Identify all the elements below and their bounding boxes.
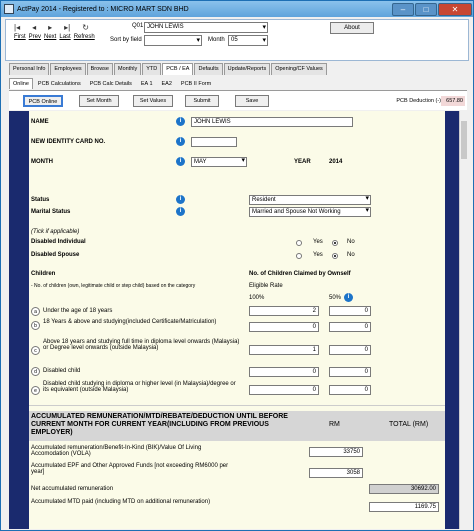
info-icon[interactable]: i xyxy=(176,195,185,204)
close-button[interactable]: ✕ xyxy=(438,3,472,16)
row-text-e: Disabled child studying in diploma or higher level (in Malaysia)/degree or its equivalent (outside Malaysia) xyxy=(43,381,236,393)
set-values-button[interactable]: Set Values xyxy=(133,95,173,107)
acc-row-text: Net accumulated remuneration xyxy=(31,486,114,492)
pcb-form xyxy=(29,111,445,529)
title-bar xyxy=(1,1,473,17)
row-text-c: Above 18 years and studying full time in diploma level onwards (Malaysia) or Degree level onwards (outside Malaysia) xyxy=(43,339,240,351)
last-link[interactable]: Last xyxy=(59,34,71,40)
refresh-icon[interactable]: ↻ xyxy=(82,23,89,32)
acc-epf-field[interactable]: 3058 xyxy=(309,468,363,478)
row-letter-c: c xyxy=(31,346,40,355)
set-month-button[interactable]: Set Month xyxy=(79,95,119,107)
total-column-header: TOTAL (RM) xyxy=(389,421,429,428)
record-nav xyxy=(14,23,89,32)
record-nav-labels xyxy=(14,34,95,40)
action-bar xyxy=(9,90,467,110)
marital-label: Marital Status xyxy=(31,209,71,215)
marital-value: Married and Spouse Not Working xyxy=(252,209,341,215)
yes-label: Yes xyxy=(313,252,323,258)
row-letter-a: a xyxy=(31,307,40,316)
first-link[interactable]: First xyxy=(14,34,26,40)
tab-update-reports[interactable]: Update/Reports xyxy=(224,63,271,75)
accumulated-title: ACCUMULATED REMUNERATION/MTD/REBATE/DEDUCTION UNTIL BEFORE CURRENT MONTH FOR CURRENT YEAR(INCLUDING FROM PREVIOUS EMPLOYER) xyxy=(31,413,288,436)
maximize-button[interactable]: □ xyxy=(415,3,437,16)
content-area xyxy=(9,111,467,529)
child-c-50-field[interactable]: 0 xyxy=(329,345,371,355)
section-divider xyxy=(29,405,445,406)
scrollbar-thumb[interactable] xyxy=(461,121,467,159)
info-icon[interactable]: i xyxy=(176,137,185,146)
eligible-rate-label: Eligible Rate xyxy=(249,283,283,289)
acc-row-text: Accumulated remuneration/Benefit-In-Kind (BIK)/Value Of Living Accomodation (VOLA) xyxy=(31,445,202,457)
main-tabs xyxy=(9,63,328,75)
month-select[interactable] xyxy=(228,35,268,46)
tab-pcb-ea[interactable]: PCB / EA xyxy=(162,63,193,75)
tick-note: (Tick if applicable) xyxy=(31,229,80,235)
tab-ytd[interactable]: YTD xyxy=(142,63,161,75)
info-icon[interactable]: i xyxy=(176,157,185,166)
row-letter-b: b xyxy=(31,321,40,330)
last-icon[interactable]: ▸| xyxy=(64,23,71,32)
prev-link[interactable]: Prev xyxy=(28,34,42,40)
marital-select[interactable] xyxy=(249,207,371,217)
next-icon[interactable]: ▸ xyxy=(48,23,53,32)
tab-personal-info[interactable]: Personal Info xyxy=(9,63,49,75)
tab-opening-cf-values[interactable]: Opening/CF Values xyxy=(271,63,327,75)
disabled-individual-yes-radio[interactable] xyxy=(296,240,302,246)
children-label: Children xyxy=(31,271,56,277)
save-button[interactable]: Save xyxy=(235,95,269,107)
child-d-50-field[interactable]: 0 xyxy=(329,367,371,377)
nic-label: NEW IDENTITY CARD NO. xyxy=(31,139,106,145)
row-text-a: Under the age of 18 years xyxy=(43,308,113,314)
info-icon[interactable]: i xyxy=(176,207,185,216)
acc-remuneration-field[interactable]: 33750 xyxy=(309,447,363,457)
sub-tabs xyxy=(9,78,216,89)
no-label: No xyxy=(347,239,355,245)
pcb-deduction-value: 657.80 xyxy=(441,96,465,106)
tab-browse[interactable]: Browse xyxy=(87,63,113,75)
employee-select[interactable] xyxy=(144,22,268,33)
subtab-pcb-ii-form[interactable]: PCB II Form xyxy=(180,81,212,87)
rate-100-label: 100% xyxy=(249,295,265,301)
info-icon[interactable]: i xyxy=(176,117,185,126)
year-value: 2014 xyxy=(329,159,343,165)
first-icon[interactable]: |◂ xyxy=(14,23,21,32)
child-b-100-field[interactable]: 0 xyxy=(249,322,319,332)
subtab-ea1[interactable]: EA 1 xyxy=(140,81,153,87)
subtab-pcb-calc-details[interactable]: PCB Calc Details xyxy=(89,81,132,87)
year-label: YEAR xyxy=(294,159,311,165)
accumulated-header xyxy=(29,411,445,441)
tab-monthly[interactable]: Monthly xyxy=(114,63,141,75)
about-button[interactable]: About xyxy=(330,22,374,34)
disabled-spouse-no-radio[interactable] xyxy=(332,253,338,259)
child-c-100-field[interactable]: 1 xyxy=(249,345,319,355)
subtab-ea2[interactable]: EA2 xyxy=(161,81,172,87)
disabled-individual-label: Disabled Individual xyxy=(31,239,86,245)
mtd-paid-total[interactable]: 1169.75 xyxy=(369,502,439,512)
pcb-deduction-label: PCB Deduction (-) xyxy=(396,98,441,104)
nic-field[interactable] xyxy=(191,137,237,147)
prev-icon[interactable]: ◂ xyxy=(32,23,37,32)
employee-code: Q01 xyxy=(132,23,144,29)
status-value: Resident xyxy=(252,197,276,203)
child-a-50-field[interactable]: 0 xyxy=(329,306,371,316)
yes-label: Yes xyxy=(313,239,323,245)
month-label: Month xyxy=(208,37,225,43)
next-link[interactable]: Next xyxy=(44,34,57,40)
status-label: Status xyxy=(31,197,50,203)
no-label: No xyxy=(347,252,355,258)
sort-select[interactable] xyxy=(144,35,202,46)
children-note: - No. of children (own, legitimate child or step child) based on the category xyxy=(31,283,196,289)
name-label: NAME xyxy=(31,119,49,125)
disabled-spouse-yes-radio[interactable] xyxy=(296,253,302,259)
info-icon[interactable]: i xyxy=(344,293,353,302)
sort-label: Sort by field xyxy=(110,37,142,43)
disabled-individual-no-radio[interactable] xyxy=(332,240,338,246)
submit-button[interactable]: Submit xyxy=(185,95,219,107)
name-field[interactable]: JOHN LEWIS xyxy=(191,117,353,127)
tab-defaults[interactable]: Defaults xyxy=(194,63,222,75)
status-select[interactable] xyxy=(249,195,371,205)
disabled-spouse-label: Disabled Spouse xyxy=(31,252,80,258)
child-d-100-field[interactable]: 0 xyxy=(249,367,319,377)
row-text-d: Disabled child xyxy=(43,368,81,374)
row-text-b: 18 Years & above and studying(included Certificate/Matriculation) xyxy=(43,319,217,325)
window-title: ActPay 2014 - Registered to : MICRO MART SDN BHD xyxy=(17,5,189,13)
month-form-value: MAY xyxy=(194,159,207,165)
record-toolbar xyxy=(5,19,469,61)
month-form-select[interactable] xyxy=(191,157,247,167)
vertical-scrollbar[interactable] xyxy=(459,111,467,529)
minimize-button[interactable]: – xyxy=(392,3,414,16)
employee-name: JOHN LEWIS xyxy=(147,24,184,30)
claimed-label: No. of Children Claimed by Ownself xyxy=(249,271,351,277)
child-e-100-field[interactable]: 0 xyxy=(249,385,319,395)
child-a-100-field[interactable]: 2 xyxy=(249,306,319,316)
month-form-label: MONTH xyxy=(31,159,53,165)
child-b-50-field[interactable]: 0 xyxy=(329,322,371,332)
acc-row-text: Accumulated EPF and Other Approved Funds [not exceeding RM6000 per year] xyxy=(31,463,229,475)
month-value: 05 xyxy=(231,37,238,43)
tab-employees[interactable]: Employees xyxy=(50,63,85,75)
subtab-online[interactable]: Online xyxy=(9,78,33,89)
refresh-link[interactable]: Refresh xyxy=(73,34,95,40)
child-e-50-field[interactable]: 0 xyxy=(329,385,371,395)
rate-50-label: 50% xyxy=(329,295,342,301)
subtab-pcb-calculations[interactable]: PCB Calculations xyxy=(37,81,81,87)
pcb-online-button[interactable]: PCB Online xyxy=(23,95,63,107)
app-icon xyxy=(4,4,14,14)
acc-row-text: Accumulated MTD paid (including MTD on additional remuneration) xyxy=(31,499,211,505)
row-letter-e: e xyxy=(31,386,40,395)
row-letter-d: d xyxy=(31,367,40,376)
rm-column-header: RM xyxy=(329,421,340,428)
net-accumulated-total: 30692.00 xyxy=(369,484,439,494)
